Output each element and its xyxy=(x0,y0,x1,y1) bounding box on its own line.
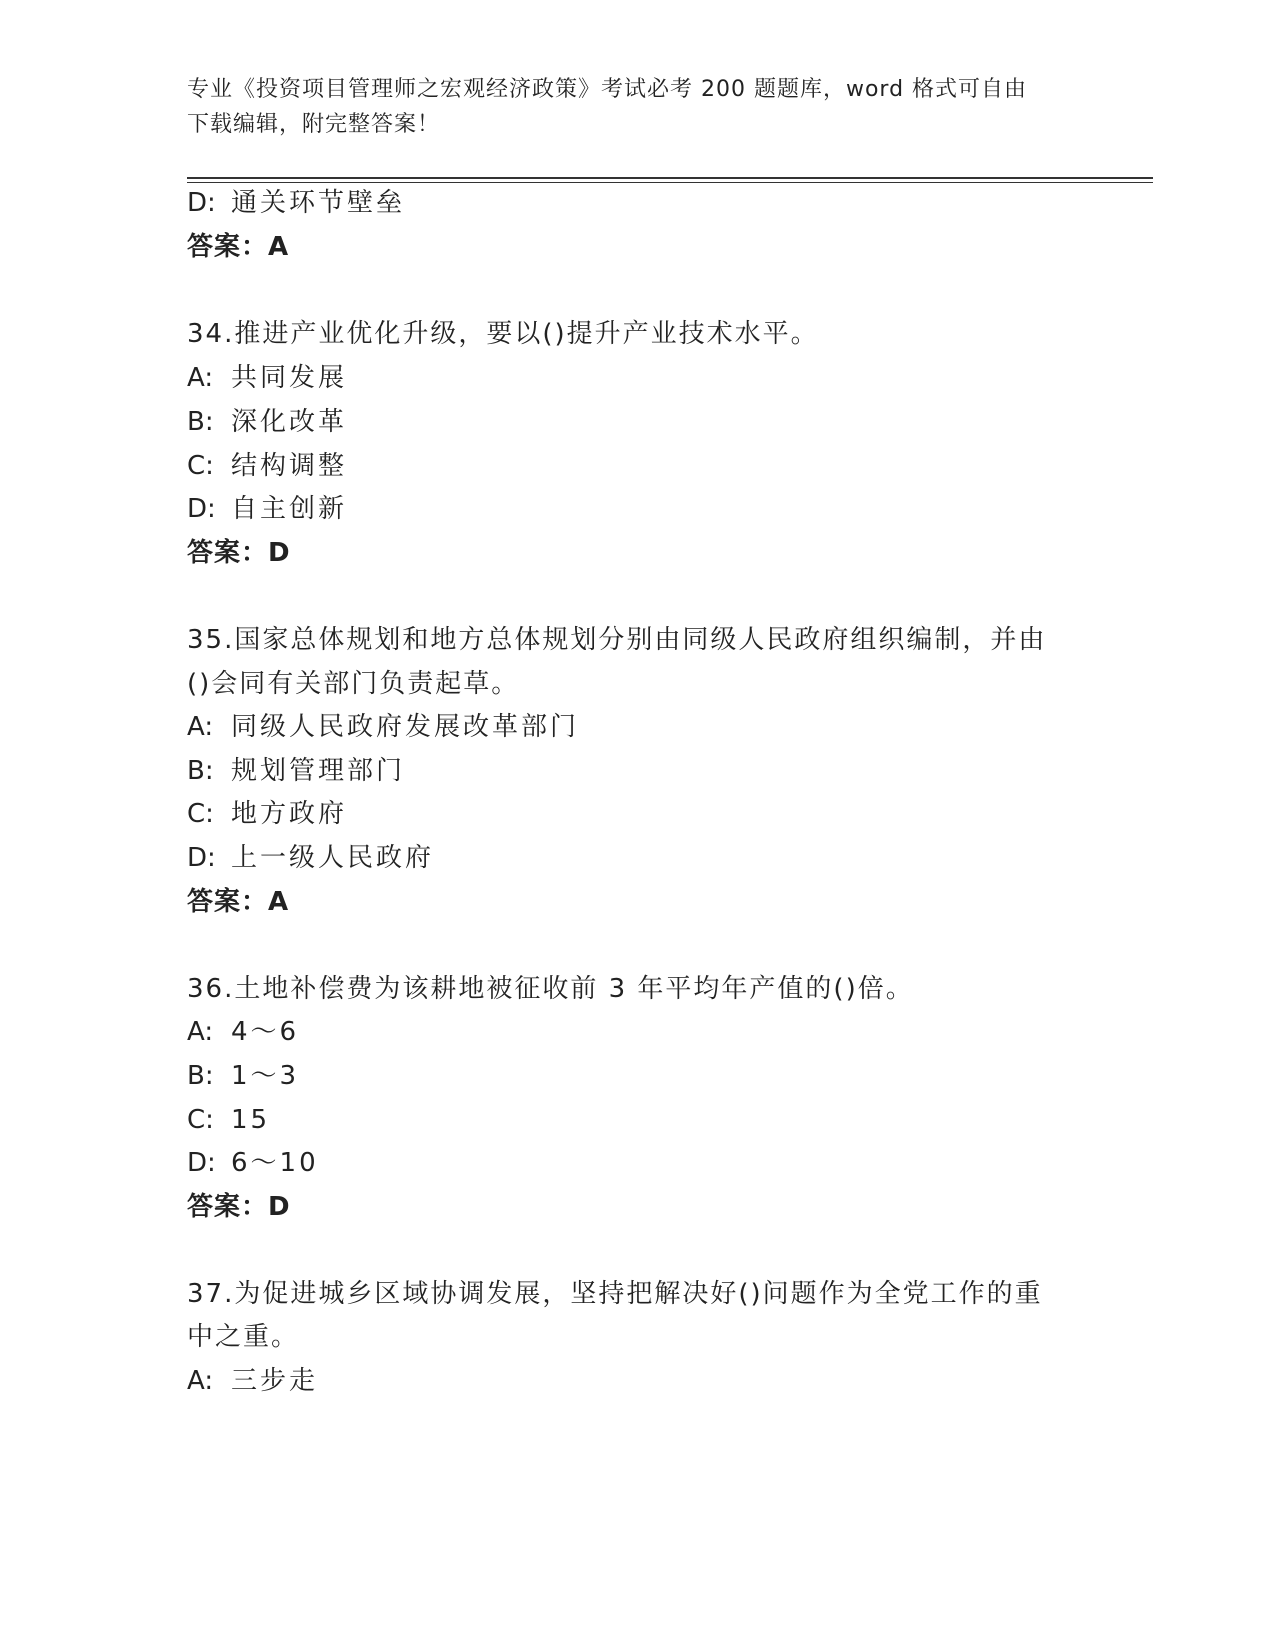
document-header xyxy=(187,72,1087,142)
question-35-option-d xyxy=(187,840,434,876)
option-d-prev xyxy=(187,185,405,221)
option-text: 同级人民政府发展改革部门 xyxy=(231,712,580,742)
option-text: 规划管理部门 xyxy=(231,756,406,786)
question-35-option-a xyxy=(187,709,579,745)
question-35-answer: 答案：A xyxy=(187,887,290,917)
question-37-stem-line-1: 37.为促进城乡区域协调发展，坚持把解决好()问题作为全党工作的重 xyxy=(187,1279,1043,1309)
header-rule-thick xyxy=(187,177,1153,179)
option-key: A: xyxy=(187,363,214,393)
option-key: D: xyxy=(187,494,216,524)
option-key: B: xyxy=(187,407,214,437)
option-key: B: xyxy=(187,1061,214,1091)
option-text: 上一级人民政府 xyxy=(231,843,435,873)
question-35-option-b xyxy=(187,753,405,789)
question-36-option-c xyxy=(187,1102,270,1138)
option-key: C: xyxy=(187,1105,214,1135)
option-text: 结构调整 xyxy=(231,451,348,481)
option-key: B: xyxy=(187,756,214,786)
option-text: 地方政府 xyxy=(231,799,348,829)
header-line-2: 下载编辑，附完整答案！ xyxy=(187,112,441,137)
option-text: 15 xyxy=(231,1105,271,1135)
question-34-option-d xyxy=(187,491,347,527)
question-34-option-c xyxy=(187,448,347,484)
option-text: 共同发展 xyxy=(231,363,348,393)
option-text: 自主创新 xyxy=(231,494,348,524)
option-text: 1～3 xyxy=(231,1061,300,1091)
option-key: A: xyxy=(187,1366,214,1396)
option-key: D: xyxy=(187,843,216,873)
option-key: D: xyxy=(187,1148,216,1178)
option-text: 三步走 xyxy=(231,1366,319,1396)
option-key: C: xyxy=(187,799,214,829)
question-37-stem-line-2: 中之重。 xyxy=(187,1322,300,1352)
option-key: A: xyxy=(187,1017,214,1047)
question-35-stem-line-2: ()会同有关部门负责起草。 xyxy=(187,669,520,699)
question-35-option-c xyxy=(187,796,347,832)
option-text: 通关环节壁垒 xyxy=(231,188,406,218)
answer-prev: 答案：A xyxy=(187,232,290,262)
header-rule-thin xyxy=(187,182,1153,183)
question-35-stem-line-1: 35.国家总体规划和地方总体规划分别由同级人民政府组织编制，并由 xyxy=(187,625,1047,655)
question-36-option-a xyxy=(187,1014,299,1050)
question-37-option-a xyxy=(187,1363,318,1399)
question-34-option-b xyxy=(187,404,347,440)
question-34-option-a xyxy=(187,360,347,396)
question-36-answer: 答案：D xyxy=(187,1192,291,1222)
question-36-stem: 36.土地补偿费为该耕地被征收前 3 年平均年产值的()倍。 xyxy=(187,974,914,1004)
question-36-option-d xyxy=(187,1145,319,1181)
question-34-answer: 答案：D xyxy=(187,538,291,568)
option-key: D: xyxy=(187,188,216,218)
option-key: A: xyxy=(187,712,214,742)
question-36-option-b xyxy=(187,1058,299,1094)
header-line-1: 专业《投资项目管理师之宏观经济政策》考试必考 200 题题库，word 格式可自由 xyxy=(187,77,1028,102)
question-34-stem: 34.推进产业优化升级，要以()提升产业技术水平。 xyxy=(187,319,819,349)
option-text: 6～10 xyxy=(231,1148,319,1178)
option-text: 4～6 xyxy=(231,1017,300,1047)
option-key: C: xyxy=(187,451,214,481)
option-text: 深化改革 xyxy=(231,407,348,437)
